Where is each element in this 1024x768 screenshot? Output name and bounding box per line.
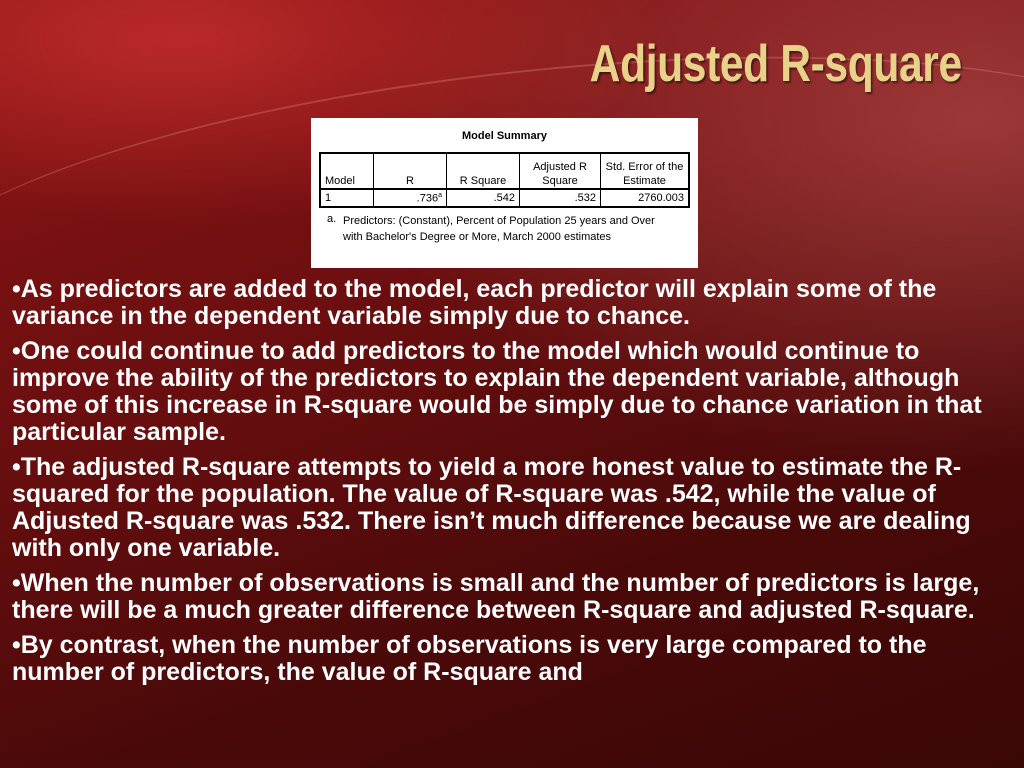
cell-model: 1 — [320, 189, 374, 207]
slide-title: Adjusted R-square — [589, 35, 962, 93]
model-summary-table — [319, 152, 690, 208]
bullet-item: •One could continue to add predictors to the model which would continue to improve the ability of the predictors to explain the dependent variable, although some of this increase in R-square would be simply due to chance variation in that particular sample. — [12, 337, 982, 446]
bullet-item: •The adjusted R-square attempts to yield a more honest value to estimate the R-squared for the population. The value of R-square was .542, while the value of Adjusted R-square was .532. There isn’t much difference because we are dealing with only one variable. — [12, 453, 971, 562]
bullet-item: •By contrast, when the number of observations is very large compared to the number of predictors, the value of R-square and — [12, 631, 927, 686]
cell-adjusted-r-square: .532 — [520, 189, 601, 207]
cell-r — [374, 189, 447, 207]
cell-r-value: .736 — [416, 192, 439, 205]
footnote-letter: a. — [327, 213, 337, 225]
cell-r-square: .542 — [447, 189, 520, 207]
col-adjusted-r-square: Adjusted R Square — [520, 153, 601, 189]
col-model: Model — [320, 153, 374, 189]
model-summary-title: Model Summary — [462, 130, 547, 142]
col-std-error: Std. Error of the Estimate — [601, 153, 690, 189]
table-footnote — [327, 213, 673, 245]
col-r-square: R Square — [447, 153, 520, 189]
model-summary-card — [311, 118, 698, 268]
table-row — [320, 189, 689, 207]
cell-std-error: 2760.003 — [601, 189, 690, 207]
bullet-item: •As predictors are added to the model, each predictor will explain some of the variance in the dependent variable simply due to chance. — [12, 275, 937, 330]
bullet-list — [12, 276, 1012, 694]
bullet-item: •When the number of observations is small and the number of predictors is large, there will be a much greater difference between R-square and adjusted R-square. — [12, 569, 980, 624]
cell-r-superscript: a — [438, 191, 442, 199]
col-r: R — [374, 153, 447, 189]
footnote-text: Predictors: (Constant), Percent of Population 25 years and Over with Bachelor's Degree or More, March 2000 estimates — [343, 215, 655, 243]
